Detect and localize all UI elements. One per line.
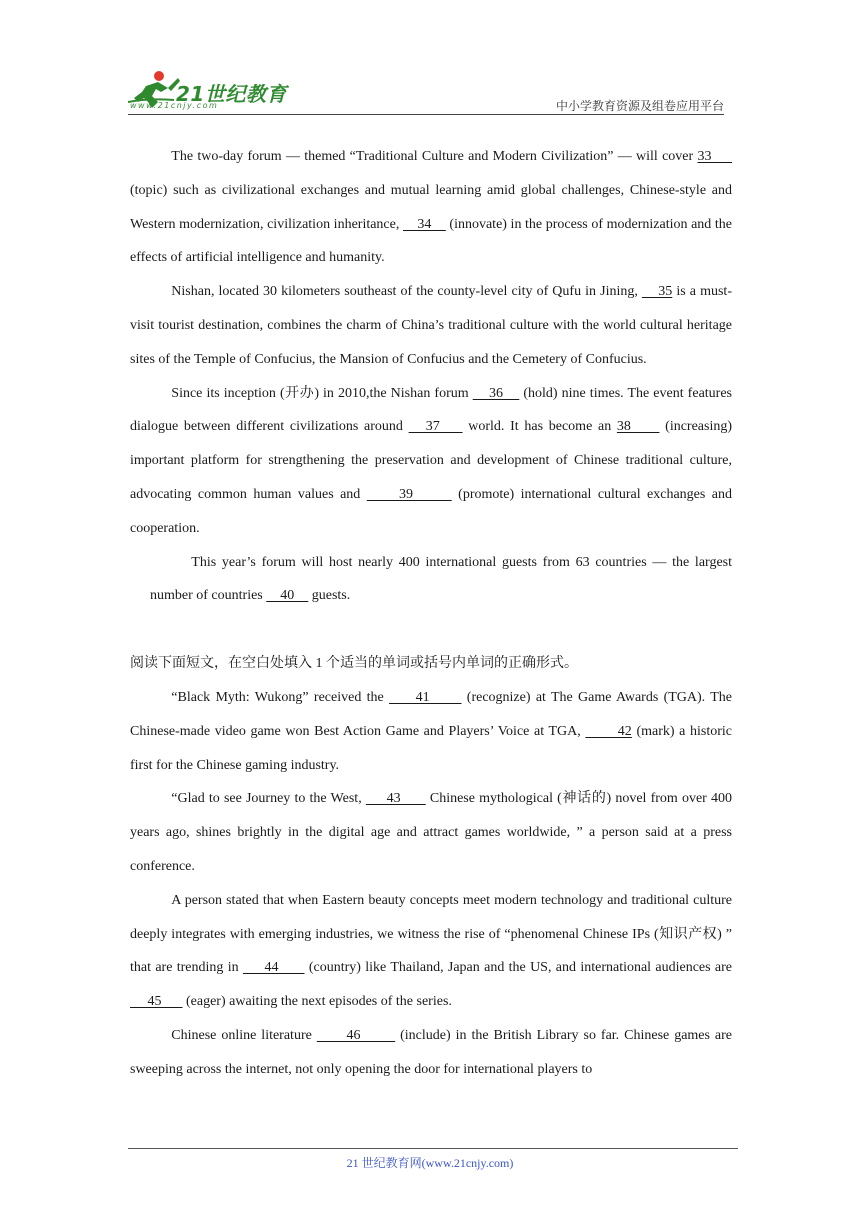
document-body — [130, 140, 732, 1087]
text: (eager) awaiting the next episodes of the series. — [182, 994, 452, 1010]
text: The two-day forum — themed “Traditional Culture and Modern Civilization” — will cover — [171, 149, 698, 164]
paragraph-6 — [130, 782, 732, 883]
logo-url: www.21cnjy.com — [130, 101, 219, 110]
blank-38: 38 — [616, 419, 660, 435]
text: (promote) international cultural exchanges and cooperation. — [130, 486, 733, 536]
text: Nishan, located 30 kilometers southeast of the county-level city of Qufu in Jining, — [171, 284, 642, 300]
footer-divider — [128, 1148, 738, 1149]
blank-34: 34 — [402, 216, 446, 232]
text: is a must-visit tourist destination, combines the charm of China’s traditional culture with the world cultural heritage sites of the Temple of Confucius, the Mansion of Confucius and the Cemetery of Confucius. — [130, 284, 732, 367]
blank-36: 36 — [472, 385, 520, 401]
text: This year’s forum will host nearly 400 international guests from 63 countries — the largest number of countries — [150, 554, 732, 604]
header-platform-label: 中小学教育资源及组卷应用平台 — [555, 99, 724, 113]
text: Chinese mythological (神话的) novel from over 400 years ago, shines brightly in the digital age and attract games worldwide, ” a person said at a press conference. — [130, 791, 733, 874]
blank-43: 43 — [365, 791, 426, 807]
blank-40: 40 — [266, 588, 309, 604]
paragraph-4 — [130, 546, 732, 614]
site-logo — [128, 68, 298, 114]
text: Since its inception (开办) in 2010,the Nishan forum — [171, 385, 473, 401]
paragraph-1 — [130, 140, 732, 275]
text: Chinese online literature — [171, 1027, 317, 1043]
text: (country) like Thailand, Japan and the US, and international audiences are — [304, 960, 733, 976]
paragraph-2 — [130, 275, 732, 376]
blank-44: 44 — [242, 960, 305, 976]
text: “Glad to see Journey to the West, — [171, 791, 366, 807]
text: (innovate) in the process of modernization and the effects of artificial intelligence and humanity. — [130, 216, 732, 266]
text: (mark) a historic first for the Chinese gaming industry. — [130, 723, 733, 773]
blank-45: 45 — [130, 994, 183, 1010]
text: “Black Myth: Wukong” received the — [171, 689, 390, 705]
blank-41: 41 — [389, 689, 462, 705]
text: guests. — [308, 588, 351, 604]
logo-text: 21世纪教育 — [176, 82, 287, 106]
blank-33: 33 — [697, 149, 733, 164]
paragraph-5 — [130, 681, 732, 782]
text: (hold) nine times. The event features dialogue between different civilizations around — [130, 385, 732, 435]
blank-46: 46 — [316, 1027, 396, 1043]
blank-39: 39 — [366, 486, 452, 502]
blank-37: 37 — [408, 419, 463, 435]
paragraph-3 — [130, 377, 732, 546]
instruction: 阅读下面短文，在空白处填入 1 个适当的单词或括号内单词的正确形式。 — [130, 656, 578, 672]
text: A person stated that when Eastern beauty concepts meet modern technology and traditional culture deeply integrates with emerging industries, we witness the rise of “phenomenal Chinese IPs (知识产权) ” that are trending in — [130, 892, 732, 976]
blank-35: 35 — [641, 284, 673, 300]
text: (increasing) important platform for strengthening the preservation and development of Chinese traditional culture, advocating common human values and — [130, 419, 733, 502]
paragraph-7 — [130, 884, 732, 1019]
page-header — [128, 68, 724, 116]
blank-42: 42 — [585, 723, 632, 739]
paragraph-8 — [130, 1019, 732, 1087]
page-footer: 21 世纪教育网(www.21cnjy.com) — [346, 1156, 514, 1170]
header-divider — [128, 114, 724, 115]
text: (recognize) at The Game Awards (TGA). The Chinese-made video game won Best Action Game and Players’ Voice at TGA, — [130, 689, 732, 739]
text: world. It has become an — [462, 419, 617, 435]
text: (include) in the British Library so far. Chinese games are sweeping across the internet, not only opening the door for international players to — [130, 1027, 732, 1077]
text: (topic) such as civilizational exchanges and mutual learning amid global challenges, Chinese-style and Western modernization, civilization inheritance, — [130, 182, 732, 232]
